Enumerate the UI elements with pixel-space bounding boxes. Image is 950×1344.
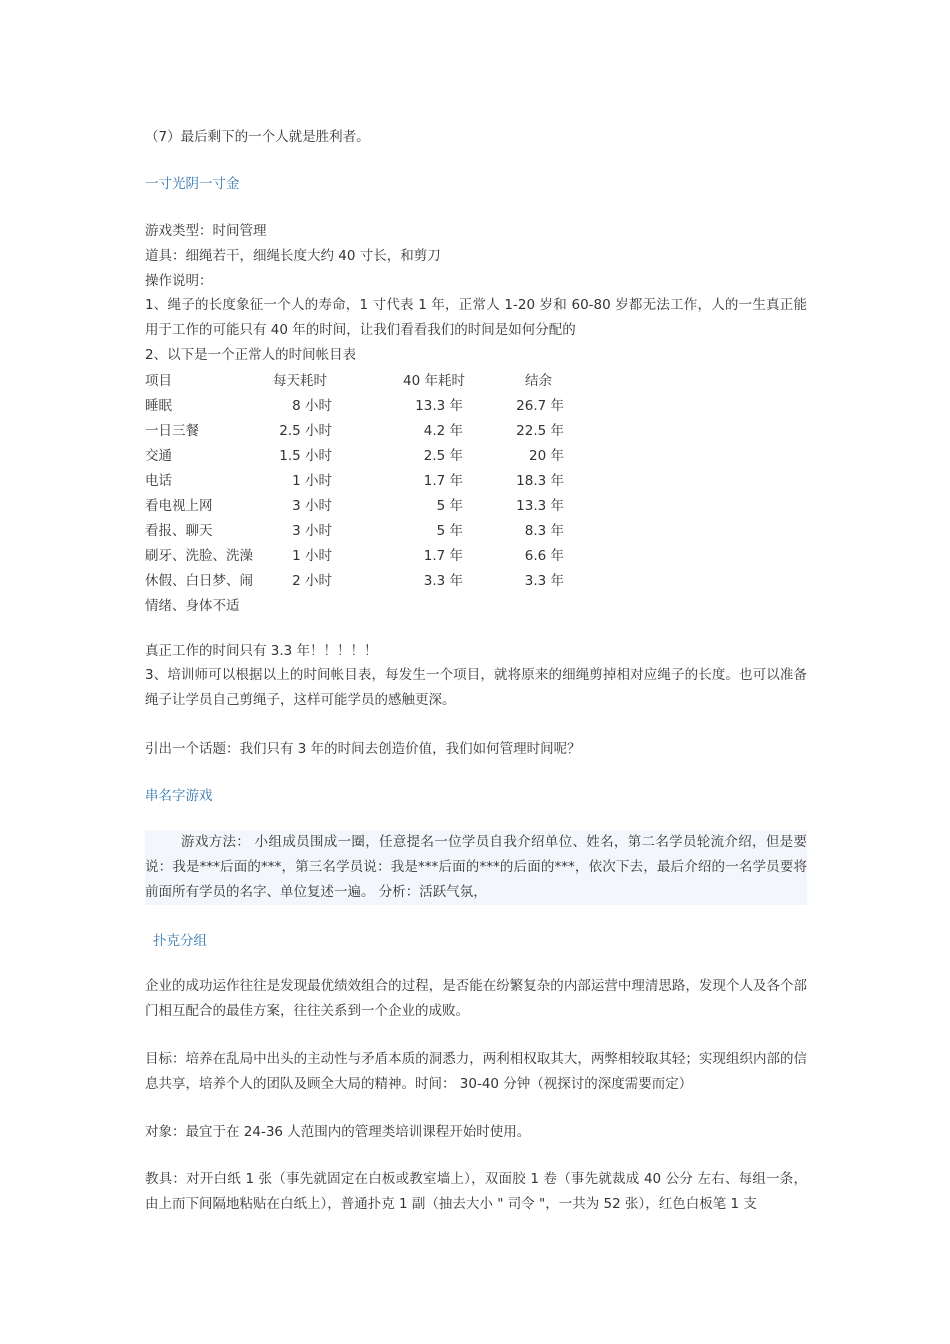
table-cell: 8 小时 <box>292 398 332 414</box>
table-cell: 3.3 年 <box>423 573 463 589</box>
section-title-poker: 扑克分组 <box>153 933 207 949</box>
table-cell: 8.3 年 <box>524 523 564 539</box>
table-cell: 13.3 年 <box>516 498 564 514</box>
table-header-cell: 结余 <box>525 373 552 389</box>
table-cell: 看报、聊天 <box>145 523 213 539</box>
section-title-time: 一寸光阴一寸金 <box>145 176 240 192</box>
section-title-names: 串名字游戏 <box>145 788 213 804</box>
step-2-line: 2、以下是一个正常人的时间帐目表 <box>145 347 357 363</box>
table-row <box>145 544 585 569</box>
table-cell: 3 小时 <box>292 523 332 539</box>
table-cell: 刷牙、洗脸、洗澡 <box>145 548 253 564</box>
table-cell: 1 小时 <box>292 473 332 489</box>
table-row <box>145 469 585 494</box>
table-row <box>145 569 585 594</box>
topic-line: 引出一个话题：我们只有 3 年的时间去创造价值，我们如何管理时间呢？ <box>145 741 581 757</box>
table-cell: 1.7 年 <box>423 473 463 489</box>
poker-materials-paragraph: 教具：对开白纸 1 张（事先就固定在白板或教室墙上），双面胶 1 卷（事先就裁成 40 公分 左右、每组一条，由上而下间隔地粘贴在白纸上），普通扑克 1 副（抽去大小 " 司令 "，一共为 52 张），红色白板笔 1 支 <box>145 1171 807 1212</box>
table-cell: 睡眠 <box>145 398 172 414</box>
poker-goal-paragraph: 目标：培养在乱局中出头的主动性与矛盾本质的洞悉力，两利相权取其大，两弊相较取其轻；实现组织内部的信息共享，培养个人的团队及顾全大局的精神。时间： 30-40 分钟（视探讨的深度需要而定） <box>145 1051 807 1092</box>
table-cell: 13.3 年 <box>415 398 463 414</box>
table-cell: 5 年 <box>436 498 463 514</box>
real-work-line: 真正工作的时间只有 3.3 年！！！！！ <box>145 643 378 659</box>
table-row <box>145 394 585 419</box>
table-cell: 4.2 年 <box>423 423 463 439</box>
table-cell: 2 小时 <box>292 573 332 589</box>
table-cell: 1 小时 <box>292 548 332 564</box>
poker-intro-paragraph: 企业的成功运作往往是发现最优绩效组合的过程，是否能在纷繁复杂的内部运营中理清思路，发现个人及各个部门相互配合的最佳方案，往往关系到一个企业的成败。 <box>145 978 807 1019</box>
table-cell: 26.7 年 <box>516 398 564 414</box>
table-cell: 情绪、身体不适 <box>145 598 240 614</box>
table-header-row <box>145 369 585 394</box>
table-cell: 3 小时 <box>292 498 332 514</box>
table-cell: 22.5 年 <box>516 423 564 439</box>
game-type-line: 游戏类型：时间管理 <box>145 223 267 239</box>
poker-audience-line: 对象：最宜于在 24-36 人范围内的管理类培训课程开始时使用。 <box>145 1124 531 1140</box>
table-cell: 6.6 年 <box>524 548 564 564</box>
table-cell: 2.5 小时 <box>279 423 332 439</box>
table-cell: 3.3 年 <box>524 573 564 589</box>
table-cell: 18.3 年 <box>516 473 564 489</box>
table-row <box>145 494 585 519</box>
table-header-cell: 项目 <box>145 373 172 389</box>
props-line: 道具：细绳若干，细绳长度大约 40 寸长，和剪刀 <box>145 248 441 264</box>
step-1-paragraph: 1、绳子的长度象征一个人的寿命，1 寸代表 1 年，正常人 1-20 岁和 60-80 岁都无法工作，人的一生真正能用于工作的可能只有 40 年的时间，让我们看看我们的时间是如何分配的 <box>145 297 807 338</box>
table-row <box>145 444 585 469</box>
table-cell: 1.7 年 <box>423 548 463 564</box>
rule-7-line: （7）最后剩下的一个人就是胜利者。 <box>145 129 370 145</box>
table-row-continuation <box>145 594 585 619</box>
step-3-paragraph: 3、培训师可以根据以上的时间帐目表，每发生一个项目，就将原来的细绳剪掉相对应绳子的长度。也可以准备绳子让学员自己剪绳子，这样可能学员的感触更深。 <box>145 667 807 708</box>
table-row <box>145 419 585 444</box>
table-cell: 休假、白日梦、闹 <box>145 573 253 589</box>
table-cell: 20 年 <box>529 448 564 464</box>
table-cell: 5 年 <box>436 523 463 539</box>
table-cell: 1.5 小时 <box>279 448 332 464</box>
table-cell: 电话 <box>145 473 172 489</box>
table-cell: 交通 <box>145 448 172 464</box>
instructions-label: 操作说明： <box>145 273 213 289</box>
table-header-cell: 40 年耗时 <box>403 373 465 389</box>
time-account-table <box>145 369 585 619</box>
table-cell: 2.5 年 <box>423 448 463 464</box>
names-game-paragraph: 游戏方法： 小组成员围成一圈，任意提名一位学员自我介绍单位、姓名，第二名学员轮流介绍，但是要说：我是***后面的***，第三名学员说：我是***后面的***的后面的***，依次下去，最后介绍的一名学员要将前面所有学员的名字、单位复述一遍。 分析：活跃气氛， <box>145 830 807 905</box>
table-cell: 一日三餐 <box>145 423 199 439</box>
table-header-cell: 每天耗时 <box>273 373 327 389</box>
table-cell: 看电视上网 <box>145 498 213 514</box>
table-row <box>145 519 585 544</box>
